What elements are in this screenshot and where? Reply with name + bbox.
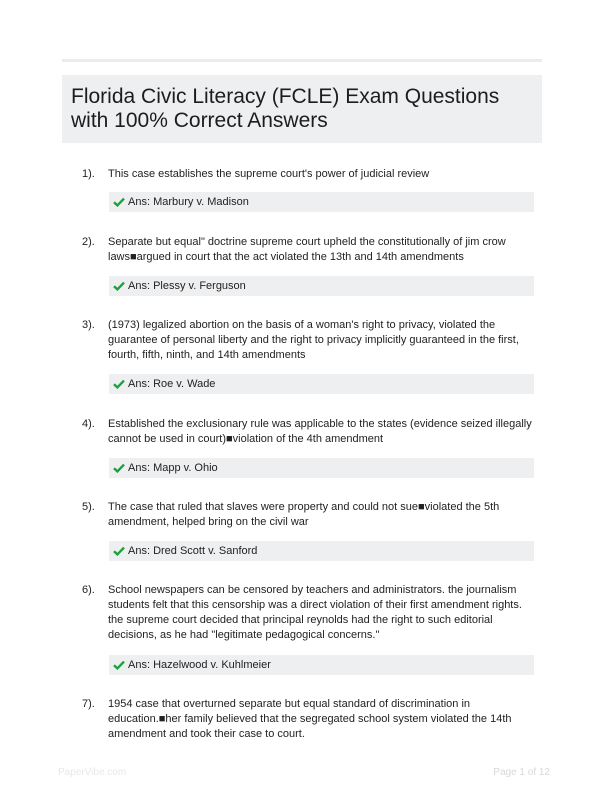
top-divider <box>62 59 542 62</box>
answer-box <box>109 276 534 296</box>
checkmark-icon <box>113 660 125 670</box>
question-number: 1). <box>82 168 95 180</box>
question-number: 5). <box>82 501 95 513</box>
question-text: Separate but equal" doctrine supreme court upheld the constitutionally of jim crow laws■argued in court that the act violated the 13th and 14th amendments <box>108 236 506 263</box>
footer-watermark: PaperVibe.com <box>58 767 127 778</box>
page-title: Florida Civic Literacy (FCLE) Exam Questions with 100% Correct Answers <box>71 85 500 132</box>
answer-text: Ans: Marbury v. Madison <box>128 196 249 208</box>
answer-box <box>109 655 534 675</box>
question-number: 7). <box>82 698 95 710</box>
question-text: School newspapers can be censored by teachers and administrators. the journalism students felt that this censorship was a direct violation of their first amendment rights. the supreme court decided that principal reynolds had the right to such editorial decisions, as he had "legitimate pedagogical concerns." <box>108 584 522 641</box>
question-text: 1954 case that overturned separate but equal standard of discrimination in education.■her family believed that the segregated school system violated the 14th amendment and took their case to court. <box>108 698 512 740</box>
question-number: 6). <box>82 584 95 596</box>
answer-text: Ans: Hazelwood v. Kuhlmeier <box>128 659 271 671</box>
question-number: 2). <box>82 236 95 248</box>
answer-box <box>109 458 534 478</box>
answer-text: Ans: Roe v. Wade <box>128 378 216 390</box>
answer-text: Ans: Plessy v. Ferguson <box>128 280 246 292</box>
page-number: Page 1 of 12 <box>493 767 550 778</box>
question-number: 3). <box>82 319 95 331</box>
question-text: The case that ruled that slaves were property and could not sue■violated the 5th amendment, helped bring on the civil war <box>108 501 500 528</box>
checkmark-icon <box>113 197 125 207</box>
answer-box <box>109 541 534 561</box>
title-banner <box>62 75 542 143</box>
question-text: This case establishes the supreme court's power of judicial review <box>108 168 430 180</box>
checkmark-icon <box>113 463 125 473</box>
question-number: 4). <box>82 418 95 430</box>
checkmark-icon <box>113 546 125 556</box>
question-text: Established the exclusionary rule was applicable to the states (evidence seized illegally cannot be used in court)■violation of the 4th amendment <box>108 418 532 445</box>
answer-text: Ans: Mapp v. Ohio <box>128 462 218 474</box>
answer-box <box>109 192 534 212</box>
answer-text: Ans: Dred Scott v. Sanford <box>128 545 258 557</box>
checkmark-icon <box>113 379 125 389</box>
question-text: (1973) legalized abortion on the basis of a woman's right to privacy, violated the guarantee of personal liberty and the right to privacy implicitly guaranteed in the first, fourth, fifth, ninth, and 14th amendments <box>108 319 519 361</box>
answer-box <box>109 374 534 394</box>
checkmark-icon <box>113 281 125 291</box>
